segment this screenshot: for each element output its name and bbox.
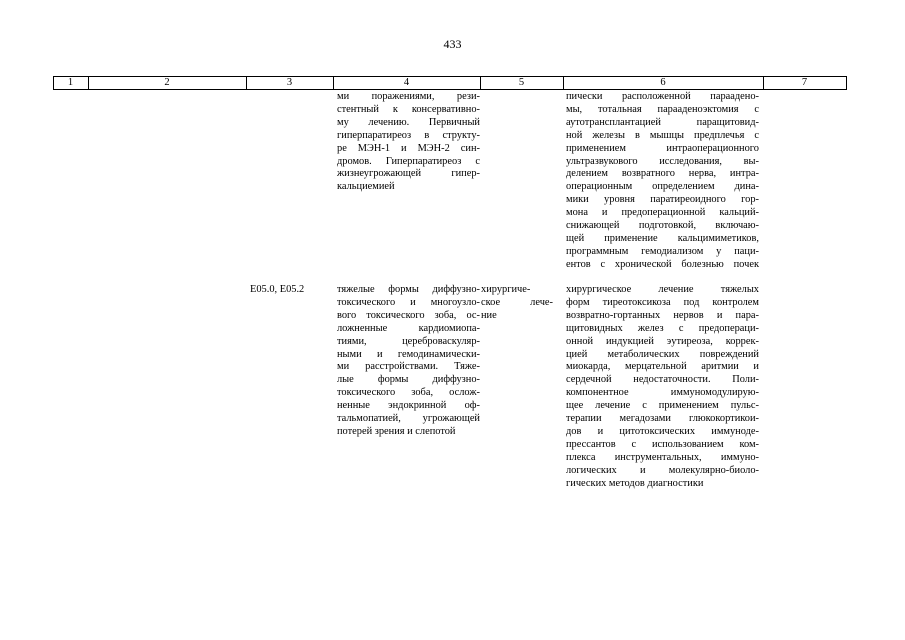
column-header-3: 3 xyxy=(286,77,293,88)
column-header-6: 6 xyxy=(660,77,666,88)
text-line: хирургическое лечение тяжелых xyxy=(566,284,759,295)
column-header-1: 1 xyxy=(67,77,74,88)
text-line: щей применение кальцимиметиков, xyxy=(566,232,759,244)
row2-treatment-type xyxy=(481,284,553,323)
row2-treatment-method xyxy=(566,284,759,491)
text-line: мы, тотальная парааденоэктомия с xyxy=(566,103,759,115)
text-line: прессантов с использованием ком- xyxy=(566,438,759,450)
text-line: ре МЭН-1 и МЭН-2 син- xyxy=(337,142,480,154)
text-line: вого токсического зоба, ос- xyxy=(337,309,480,321)
column-header-5: 5 xyxy=(518,77,525,88)
column-header-7: 7 xyxy=(801,77,808,88)
text-line: токсического зоба, ослож- xyxy=(337,387,480,399)
text-line: гиперпаратиреоз в структу- xyxy=(337,129,480,141)
text-line: мики уровня паратиреоидного гор- xyxy=(566,194,759,206)
text-line: онной индукцией эутиреоза, коррек- xyxy=(566,335,759,347)
text-line: аутотрансплантацией паращитовид- xyxy=(566,116,759,128)
text-line: лые формы диффузно- xyxy=(337,374,480,386)
column-header-2: 2 xyxy=(164,77,170,88)
text-line: компонентное иммуномодулирую- xyxy=(566,387,759,399)
text-line: делением возвратного нерва, интра- xyxy=(566,168,759,180)
text-line: дов и цитотоксических иммуноде- xyxy=(566,425,759,437)
text-line: му лечению. Первичный xyxy=(337,116,480,128)
text-line: ние xyxy=(481,309,497,321)
text-line: операционным определением дина- xyxy=(566,181,759,193)
page-number: 433 xyxy=(443,37,462,51)
text-line: тиями, цереброваскуляр- xyxy=(337,335,480,347)
table-header-separator xyxy=(846,76,847,89)
text-line: потерей зрения и слепотой xyxy=(337,425,456,437)
text-line: возвратно-гортанных нервов и пара- xyxy=(566,309,759,321)
text-line: снижающей подготовкой, включаю- xyxy=(566,220,759,232)
text-line: программным гемодиализом у паци- xyxy=(566,245,759,257)
text-line: ультразвукового исследования, вы- xyxy=(566,155,759,167)
text-line: применением интраоперационного xyxy=(566,142,759,154)
text-line: терапии мегадозами глюкокортикои- xyxy=(566,413,759,425)
text-line: тяжелые формы диффузно- xyxy=(337,284,480,295)
text-line: сердечной недостаточности. Поли- xyxy=(566,374,759,386)
row2-icd-code: E05.0, E05.2 xyxy=(250,284,305,295)
text-line: ными и гемодинамически- xyxy=(337,348,480,360)
text-line: ентов с хронической болезнью почек xyxy=(566,258,759,270)
text-line: ми расстройствами. Тяже- xyxy=(337,361,480,373)
text-line: стентный к консервативно- xyxy=(337,103,480,115)
text-line: форм тиреотоксикоза под контролем xyxy=(566,296,759,308)
text-line: хирургиче- xyxy=(481,284,531,295)
text-line: ной железы в мышцы предплечья с xyxy=(566,129,759,141)
row1-treatment-method xyxy=(566,91,759,272)
text-line: дромов. Гиперпаратиреоз с xyxy=(337,155,480,167)
text-line: пически расположенной парааденo- xyxy=(566,91,759,102)
text-line: щее лечение с применением пульс- xyxy=(566,400,759,412)
text-line: плекса инструментальных, иммуно- xyxy=(566,451,759,463)
text-line: ское лече- xyxy=(481,296,553,308)
text-line: цией метаболических повреждений xyxy=(566,348,759,360)
text-line: ненные эндокринной оф- xyxy=(337,400,480,412)
text-line: кальциемией xyxy=(337,181,395,193)
column-header-4: 4 xyxy=(403,77,410,88)
text-line: миокарда, мерцательной аритмии и xyxy=(566,361,759,373)
text-line: мона и предоперационной кальций- xyxy=(566,207,759,219)
text-line: гических методов диагностики xyxy=(566,477,704,489)
text-line: ми поражениями, рези- xyxy=(337,91,480,102)
text-line: ложненные кардиомиопа- xyxy=(337,322,480,334)
row2-disease-description xyxy=(337,284,480,439)
row1-disease-description xyxy=(337,91,480,194)
text-line: щитовидных желез с предопераци- xyxy=(566,322,759,334)
table-header-bottom-border xyxy=(53,89,847,90)
text-line: тальмопатией, угрожающей xyxy=(337,413,480,425)
text-line: токсического и многоузло- xyxy=(337,296,480,308)
text-line: жизнеугрожающей гипер- xyxy=(337,168,480,180)
text-line: логических и молекулярно-биоло- xyxy=(566,464,759,476)
